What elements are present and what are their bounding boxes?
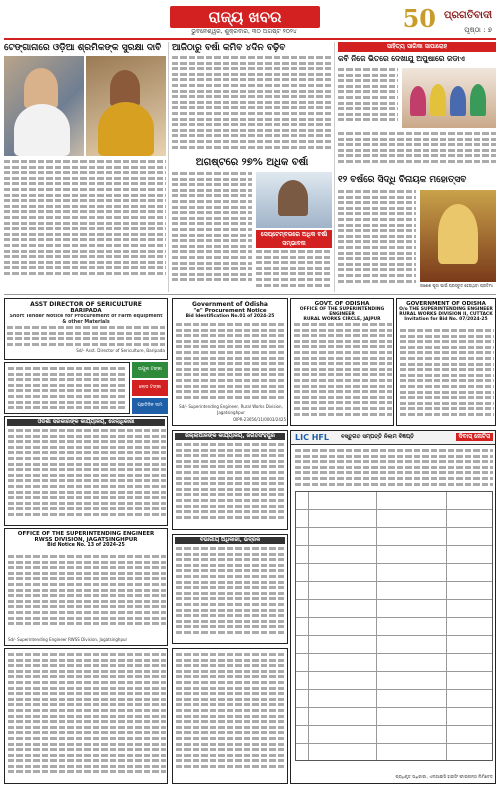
rain-headline: ଆଜିଠାରୁ ବର୍ଷା କମିବ ୪ଦିନ ବଢ଼ିବ <box>172 43 286 53</box>
column-divider <box>168 42 169 292</box>
odia-notice-ad <box>4 362 130 414</box>
lic-header <box>291 431 496 445</box>
lead-photo <box>4 56 84 156</box>
page-number: ପୃଷ୍ଠା : ୭ <box>464 26 492 34</box>
rain-body <box>172 56 332 152</box>
lead-headline: ଟେଙ୍ଗାନାରେ ଓଡ଼ିଆ ଶ୍ରମିକଙ୍କ ସୁରକ୍ଷା ଦାବି <box>4 43 162 53</box>
lic-heading: ବସ୍ତୁଗତ ସମ୍ପତ୍ତି ନିଲାମ ବିଜ୍ଞପ୍ତି <box>341 434 414 440</box>
eproc-title: Government of Odisha <box>192 301 268 308</box>
price-panel-2: ଲୋଡ ଟଙ୍କା <box>132 380 168 396</box>
collector-notice-ad <box>4 416 168 526</box>
ganesh-headline: ୧୨ ବର୍ଷରେ ସିଦ୍ଧି ବିନାୟକ ମହୋତ୍ସବ <box>338 175 467 185</box>
bottom-middle-notice <box>172 648 288 784</box>
paper-name: ପ୍ରଗତିବାଦୀ <box>443 10 492 21</box>
sericulture-ad <box>4 298 168 360</box>
lic-brand: LIC HFL <box>295 433 329 442</box>
rural-bid: Invitation for Bid No. 07/2024-25 <box>404 317 488 322</box>
anniversary-logo: 50 <box>402 4 436 33</box>
section-date: ଭୁବନେଶ୍ୱର, ଶୁକ୍ରବାର, ୩୦ ଅଗଷ୍ଟ ୨୦୨୪ <box>191 28 297 35</box>
price-panel-3: ପ୍ରତିଦିନ ଦାମ <box>132 398 168 414</box>
district-notice-title: ଜିଲ୍ଲାପାଳଙ୍କ କାର୍ଯ୍ୟାଳୟ, ଜଗତସିଂହପୁର <box>175 433 285 440</box>
lic-right-title: ଦିବାସ୍ ନୋଟିସ <box>456 433 494 441</box>
jajpur-sub: OFFICE OF THE SUPERINTENDING ENGINEER <box>299 307 385 317</box>
eproc-bid: Bid Identification No.01 of 2024-25 <box>185 314 275 319</box>
eproc-sign: Sd/- Superintending Engineer, Rural Works Division, Jagatsinghpur <box>179 404 283 415</box>
bhadrak-notice-ad <box>172 534 288 644</box>
collector-notice-title: ଓଡିଶା ସରକାରଙ୍କ କାର୍ଯ୍ୟାଳୟ, ଜେଲାଧିକାରୀ <box>7 419 165 426</box>
kabi-headline: କବି ନିଜେ ଭିତରେ ଦେଖାଯୁ ଅପୁଷାରେ ଜଡାଏ <box>338 54 465 63</box>
section-title: ରାଜ୍ୟ ଖବର <box>170 6 320 28</box>
sericulture-sign: Sd/- Asst. Director of Sericulture, Baripada <box>76 348 165 353</box>
sericulture-place: BARIPADA <box>70 308 102 314</box>
sericulture-title: ASST DIRECTOR OF SERICULTURE <box>30 301 142 308</box>
jajpur-place: RURAL WORKS CIRCLE, JAJPUR <box>303 317 381 322</box>
kabi-body <box>338 68 398 128</box>
jajpur-title: GOVT. OF ODISHA <box>314 301 370 307</box>
deficit-body <box>172 172 252 288</box>
rwss-title: OFFICE OF THE SUPERINTENDING ENGINEER <box>17 531 155 537</box>
price-panel-1: ଉପୁଲ ଟଙ୍କା <box>132 362 168 378</box>
kabi-body-2 <box>338 132 496 170</box>
rwss-ad <box>4 528 168 646</box>
rwss-sign: Sd/- Superintending Engineer RWSS Division, Jagatsinghpur <box>8 637 128 642</box>
lic-table <box>295 491 493 761</box>
masthead-rule <box>4 38 496 40</box>
bhadrak-notice-title: ବିଭାଗୀୟ ଅଧିକାରୀ, ଭଦ୍ରକ <box>175 537 285 544</box>
ganesh-caption: ଗଣେଶ ପୂଜା ପାଇଁ ପ୍ରସ୍ତୁତ ହେଉଥିବା ପ୍ରତିମା <box>420 283 493 288</box>
eproc-sub: "e" Procurement Notice <box>193 308 267 314</box>
rural-place: RURAL WORKS DIVISION II, CUTTACK <box>399 312 493 317</box>
ganesh-body <box>338 190 416 290</box>
deficit-headline: ଅଗଷ୍ଟରେ ୨୭% ଅଧିକ ବର୍ଷା <box>195 157 309 168</box>
rural-sub: O/o THE SUPERINTENDING ENGINEER <box>399 307 493 312</box>
fold-rule <box>4 294 496 295</box>
lead-photo-2 <box>86 56 166 156</box>
rural-works-ad <box>396 298 496 426</box>
eproc-ad <box>172 298 288 426</box>
jajpur-ad <box>290 298 394 426</box>
kabi-kicker: ସାହିତ୍ୟ ସାଗିକା ସାପାରୋହ <box>338 42 496 52</box>
kabi-photo <box>402 68 496 128</box>
column-divider <box>334 42 335 292</box>
lic-sign: ପ୍ରାଧିକୃତ ଅଧିକାରୀ, ଏଲଆଇସି ହାଉସିଂ ଫାଇନାନ୍ସ ଲିମିଟେଡ୍ <box>395 774 493 779</box>
district-notice-ad <box>172 430 288 530</box>
lead-body <box>4 160 166 280</box>
price-panels <box>132 362 168 414</box>
eproc-ref: OIPR-23056/11/0003/2425 <box>232 417 286 422</box>
left-bottom-notice <box>4 648 168 784</box>
rwss-place: RWSS DIVISION, JAGATSINGHPUR <box>34 537 138 543</box>
sericulture-notice: Short Tender Notice for Procurement of Farm equipment & other Materials <box>9 314 163 325</box>
rwss-bid: Bid Notice No. 13 of 2024-25 <box>47 543 125 548</box>
masthead <box>4 4 496 38</box>
rural-title: GOVERNMENT OF ODISHA <box>406 301 486 307</box>
deficit-photo <box>256 172 332 228</box>
deficit-body-2 <box>256 250 332 290</box>
deficit-photo-caption: ସେପ୍ଟେମ୍ବରରେ ଅଧିକ ବର୍ଷା ସମ୍ଭାବନା <box>256 230 332 248</box>
lic-hfl-ad <box>290 430 496 784</box>
ganesh-photo <box>420 190 496 282</box>
